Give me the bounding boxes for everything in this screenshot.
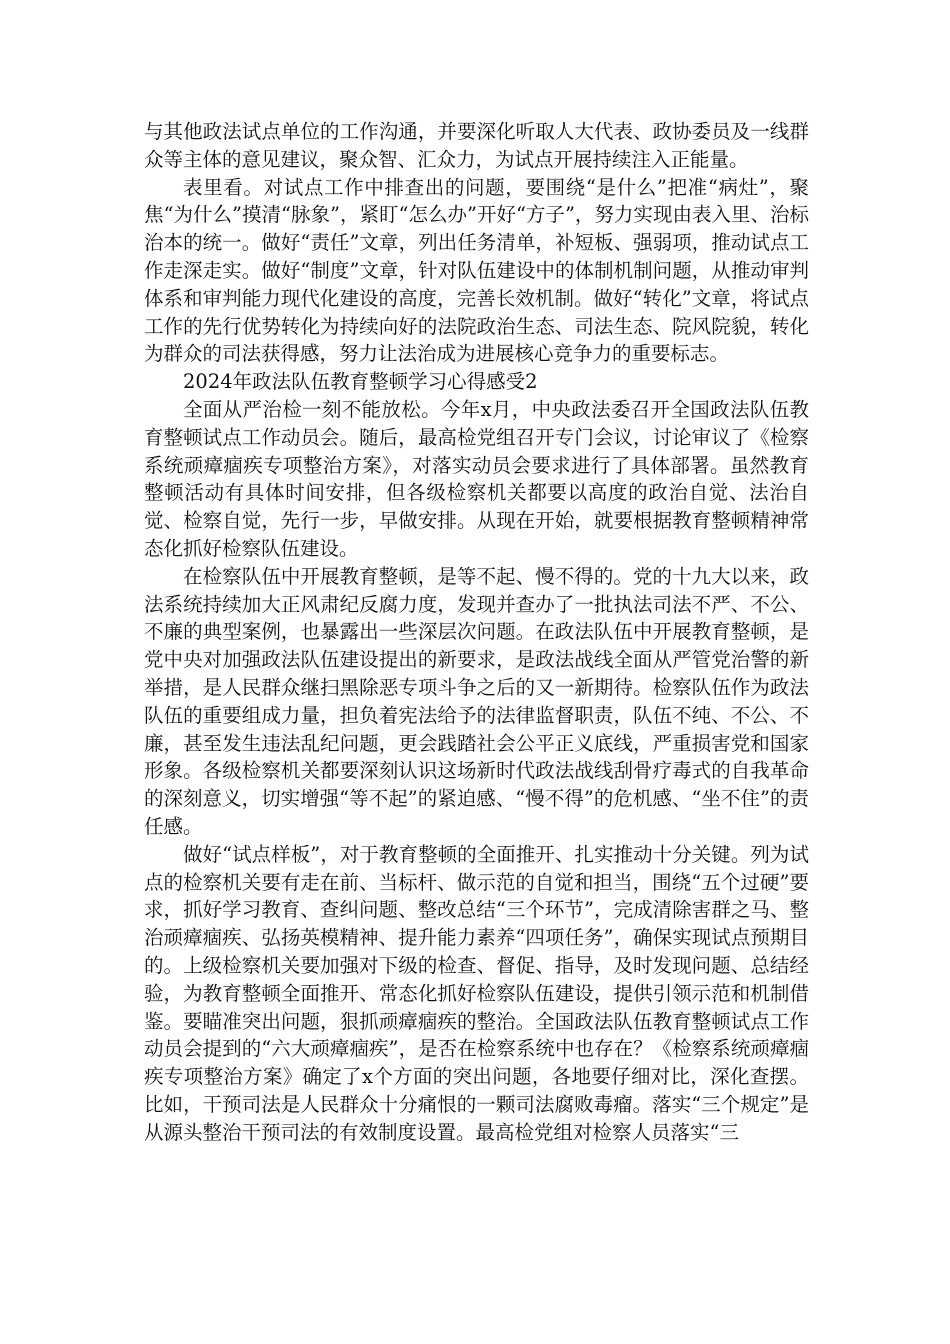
- paragraph-pilot-model: 做好“试点样板”，对于教育整顿的全面推开、扎实推动十分关键。列为试点的检察机关要有走在前、当标杆、做示范的自觉和担当，围绕“五个过硬”要求，抓好学习教育、查纠问题、整改总结“三个环节”，完成清除害群之马、整治顽瘴痼疾、弘扬英模精神、提升能力素养“四项任务”，确保实现试点预期目的。上级检察机关要加强对下级的检查、督促、指导，及时发现问题、总结经验，为教育整顿全面推开、常态化抓好检察队伍建设，提供引领示范和机制借鉴。要瞄准突出问题，狠抓顽瘴痼疾的整治。全国政法队伍教育整顿试点工作动员会提到的“六大顽瘴痼疾”，是否在检察系统中也存在？《检察系统顽瘴痼疾专项整治方案》确定了x个方面的突出问题，各地要仔细对比，深化查摆。比如，干预司法是人民群众十分痛恨的一颗司法腐败毒瘤。落实“三个规定”是从源头整治干预司法的有效制度设置。最高检党组对检察人员落实“三: [144, 842, 809, 1144]
- paragraph-cannot-wait: 在检察队伍中开展教育整顿，是等不起、慢不得的。党的十九大以来，政法系统持续加大正风肃纪反腐力度，发现并查办了一批执法司法不严、不公、不廉的典型案例，也暴露出一些深层次问题。在政法队伍中开展教育整顿，是党中央对加强政法队伍建设提出的新要求，是政法战线全面从严管党治警的新举措，是人民群众继扫黑除恶专项斗争之后的又一新期待。检察队伍作为政法队伍的重要组成力量，担负着宪法给予的法律监督职责，队伍不纯、不公、不廉，甚至发生违法乱纪问题，更会践踏社会公平正义底线，严重损害党和国家形象。各级检察机关都要深刻认识这场新时代政法战线刮骨疗毒式的自我革命的深刻意义，切实增强“等不起”的紧迫感、“慢不得”的危机感、“坐不住”的责任感。: [144, 564, 809, 838]
- paragraph-strict-governance: 全面从严治检一刻不能放松。今年x月，中央政法委召开全国政法队伍教育整顿试点工作动员会。随后，最高检党组召开专门会议，讨论审议了《检察系统顽瘴痼疾专项整治方案》，对落实动员会要求进行了具体部署。虽然教育整顿活动有具体时间安排，但各级检察机关都要以高度的政治自觉、法治自觉、检察自觉，先行一步，早做安排。从现在开始，就要根据教育整顿精神常态化抓好检察队伍建设。: [144, 397, 809, 560]
- paragraph-surface-inside: 表里看。对试点工作中排查出的问题，要围绕“是什么”把准“病灶”，聚焦“为什么”摸清“脉象”，紧盯“怎么办”开好“方子”，努力实现由表入里、治标治本的统一。做好“责任”文章，列出任务清单，补短板、强弱项，推动试点工作走深走实。做好“制度”文章，针对队伍建设中的体制机制问题，从推动审判体系和审判能力现代化建设的高度，完善长效机制。做好“转化”文章，将试点工作的先行优势转化为持续向好的法院政治生态、司法生态、院风院貌，转化为群众的司法获得感，努力让法治成为进展核心竞争力的重要标志。: [144, 175, 809, 366]
- document-page: [144, 118, 809, 1146]
- paragraph-continuation: 与其他政法试点单位的工作沟通，并要深化听取人大代表、政协委员及一线群众等主体的意见建议，聚众智、汇众力，为试点开展持续注入正能量。: [144, 120, 809, 171]
- section-heading: 2024年政法队伍教育整顿学习心得感受2: [183, 370, 538, 394]
